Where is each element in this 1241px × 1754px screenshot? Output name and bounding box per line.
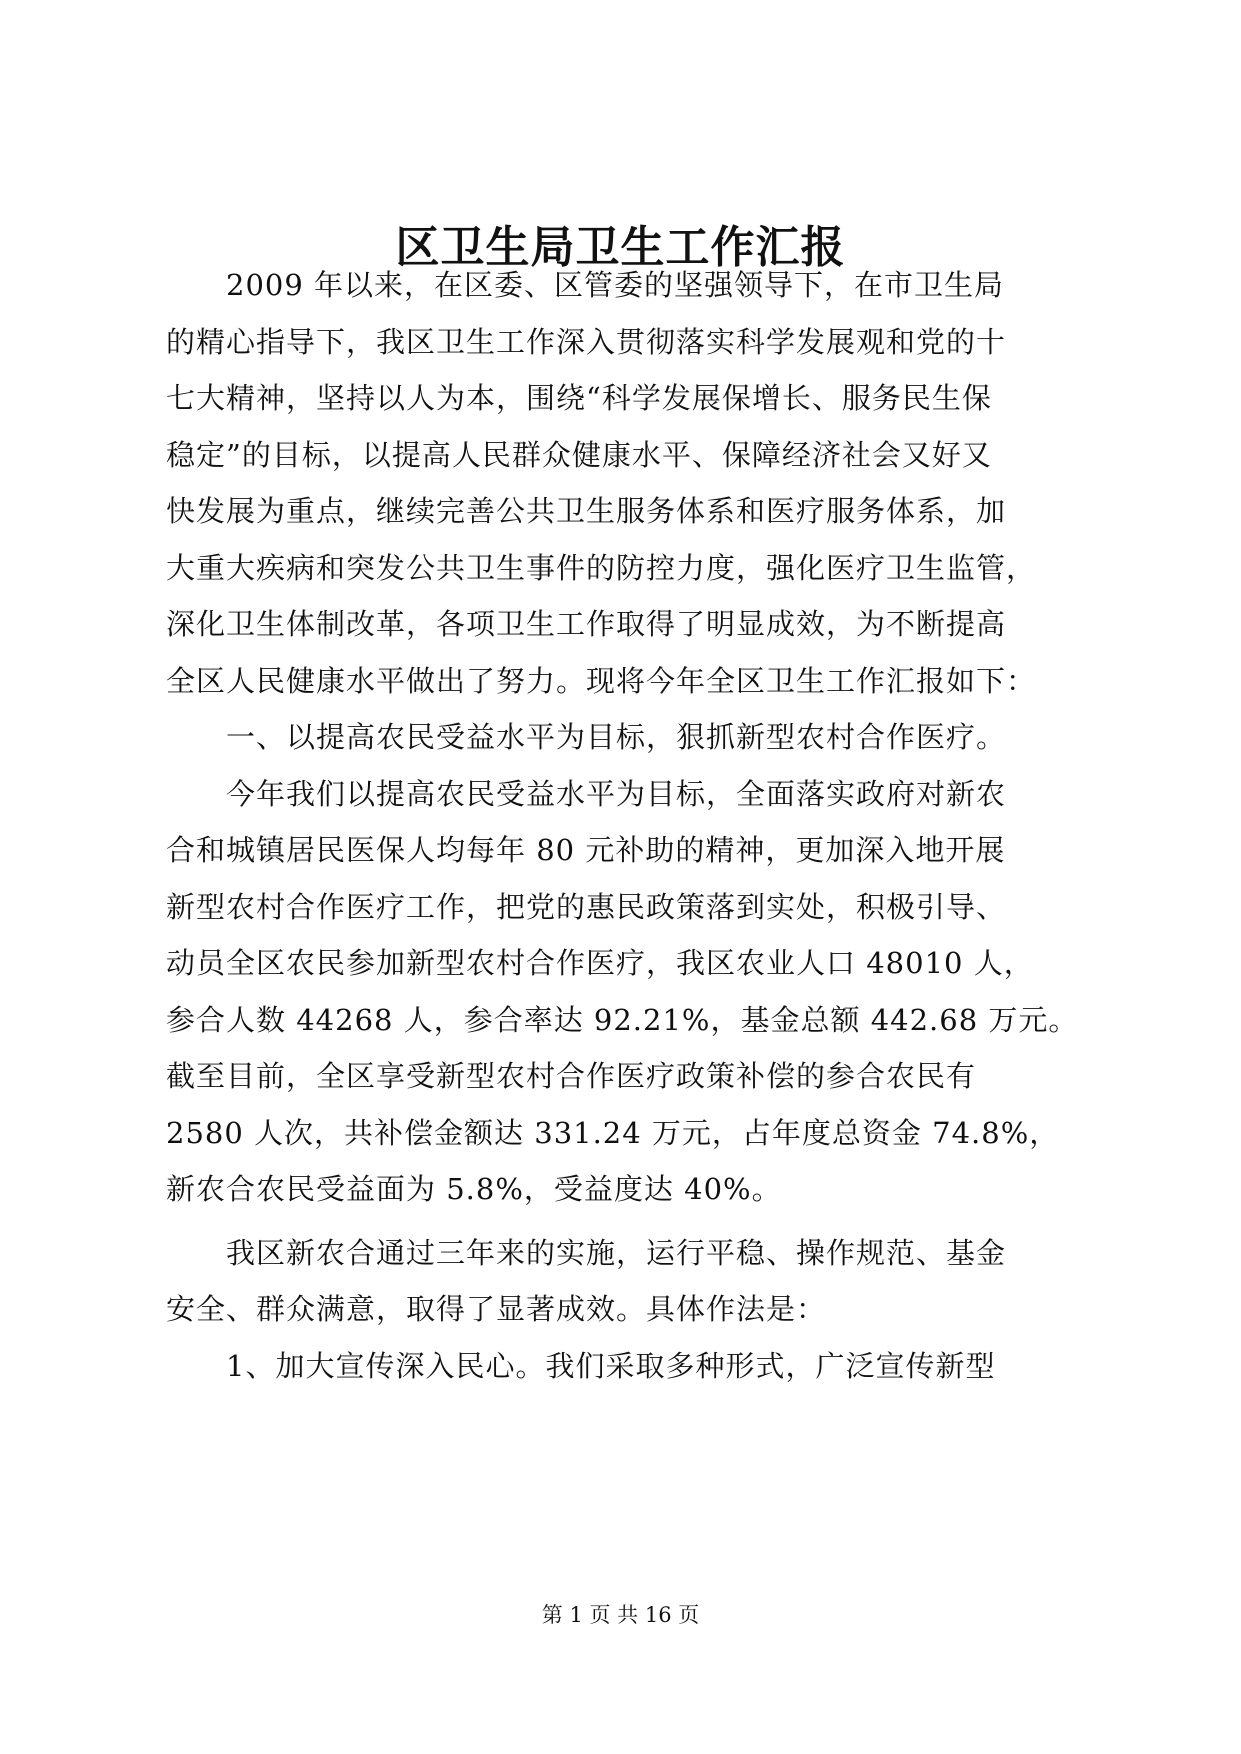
- text-line: 新农合农民受益面为 5.8%，受益度达 40%。: [166, 1172, 782, 1206]
- text-line: 深化卫生体制改革，各项卫生工作取得了明显成效，为不断提高: [166, 607, 1007, 641]
- text-line: 的精心指导下，我区卫生工作深入贯彻落实科学发展观和党的十: [166, 325, 1007, 359]
- document-title: 区卫生局卫生工作汇报: [395, 222, 846, 273]
- text-line: 参合人数 44268 人，参合率达 92.21%，基金总额 442.68 万元。: [166, 1003, 1079, 1037]
- text-line: 1、加大宣传深入民心。我们采取多种形式，广泛宣传新型: [166, 1349, 996, 1383]
- text-line: 稳定”的目标，以提高人民群众健康水平、保障经济社会又好又: [166, 438, 992, 472]
- text-line: 新型农村合作医疗工作，把党的惠民政策落到实处，积极引导、: [166, 890, 1007, 924]
- text-line: 截至目前，全区享受新型农村合作医疗政策补偿的参合农民有: [166, 1059, 977, 1093]
- text-line: 合和城镇居民医保人均每年 80 元补助的精神，更加深入地开展: [166, 833, 1006, 867]
- text-line: 全区人民健康水平做出了努力。现将今年全区卫生工作汇报如下：: [166, 664, 1037, 698]
- text-line: 动员全区农民参加新型农村合作医疗，我区农业人口 48010 人，: [166, 946, 1034, 980]
- text-line: 安全、群众满意，取得了显著成效。具体作法是：: [166, 1292, 827, 1326]
- text-line: 七大精神，坚持以人为本，围绕“科学发展保增长、服务民生保: [166, 381, 992, 415]
- text-line: 大重大疾病和突发公共卫生事件的防控力度，强化医疗卫生监管，: [166, 551, 1037, 585]
- text-line: 快发展为重点，继续完善公共卫生服务体系和医疗服务体系，加: [166, 494, 1007, 528]
- text-line: 2009 年以来，在区委、区管委的坚强领导下，在市卫生局: [166, 268, 1005, 302]
- section-heading: 一、以提高农民受益水平为目标，狠抓新型农村合作医疗。: [166, 720, 1007, 754]
- text-line: 2580 人次，共补偿金额达 331.24 万元，占年度总资金 74.8%，: [166, 1116, 1060, 1150]
- text-line: 我区新农合通过三年来的实施，运行平稳、操作规范、基金: [166, 1236, 1007, 1270]
- text-line: 今年我们以提高农民受益水平为目标，全面落实政府对新农: [166, 777, 1007, 811]
- page-footer: 第 1 页 共 16 页: [541, 1603, 700, 1627]
